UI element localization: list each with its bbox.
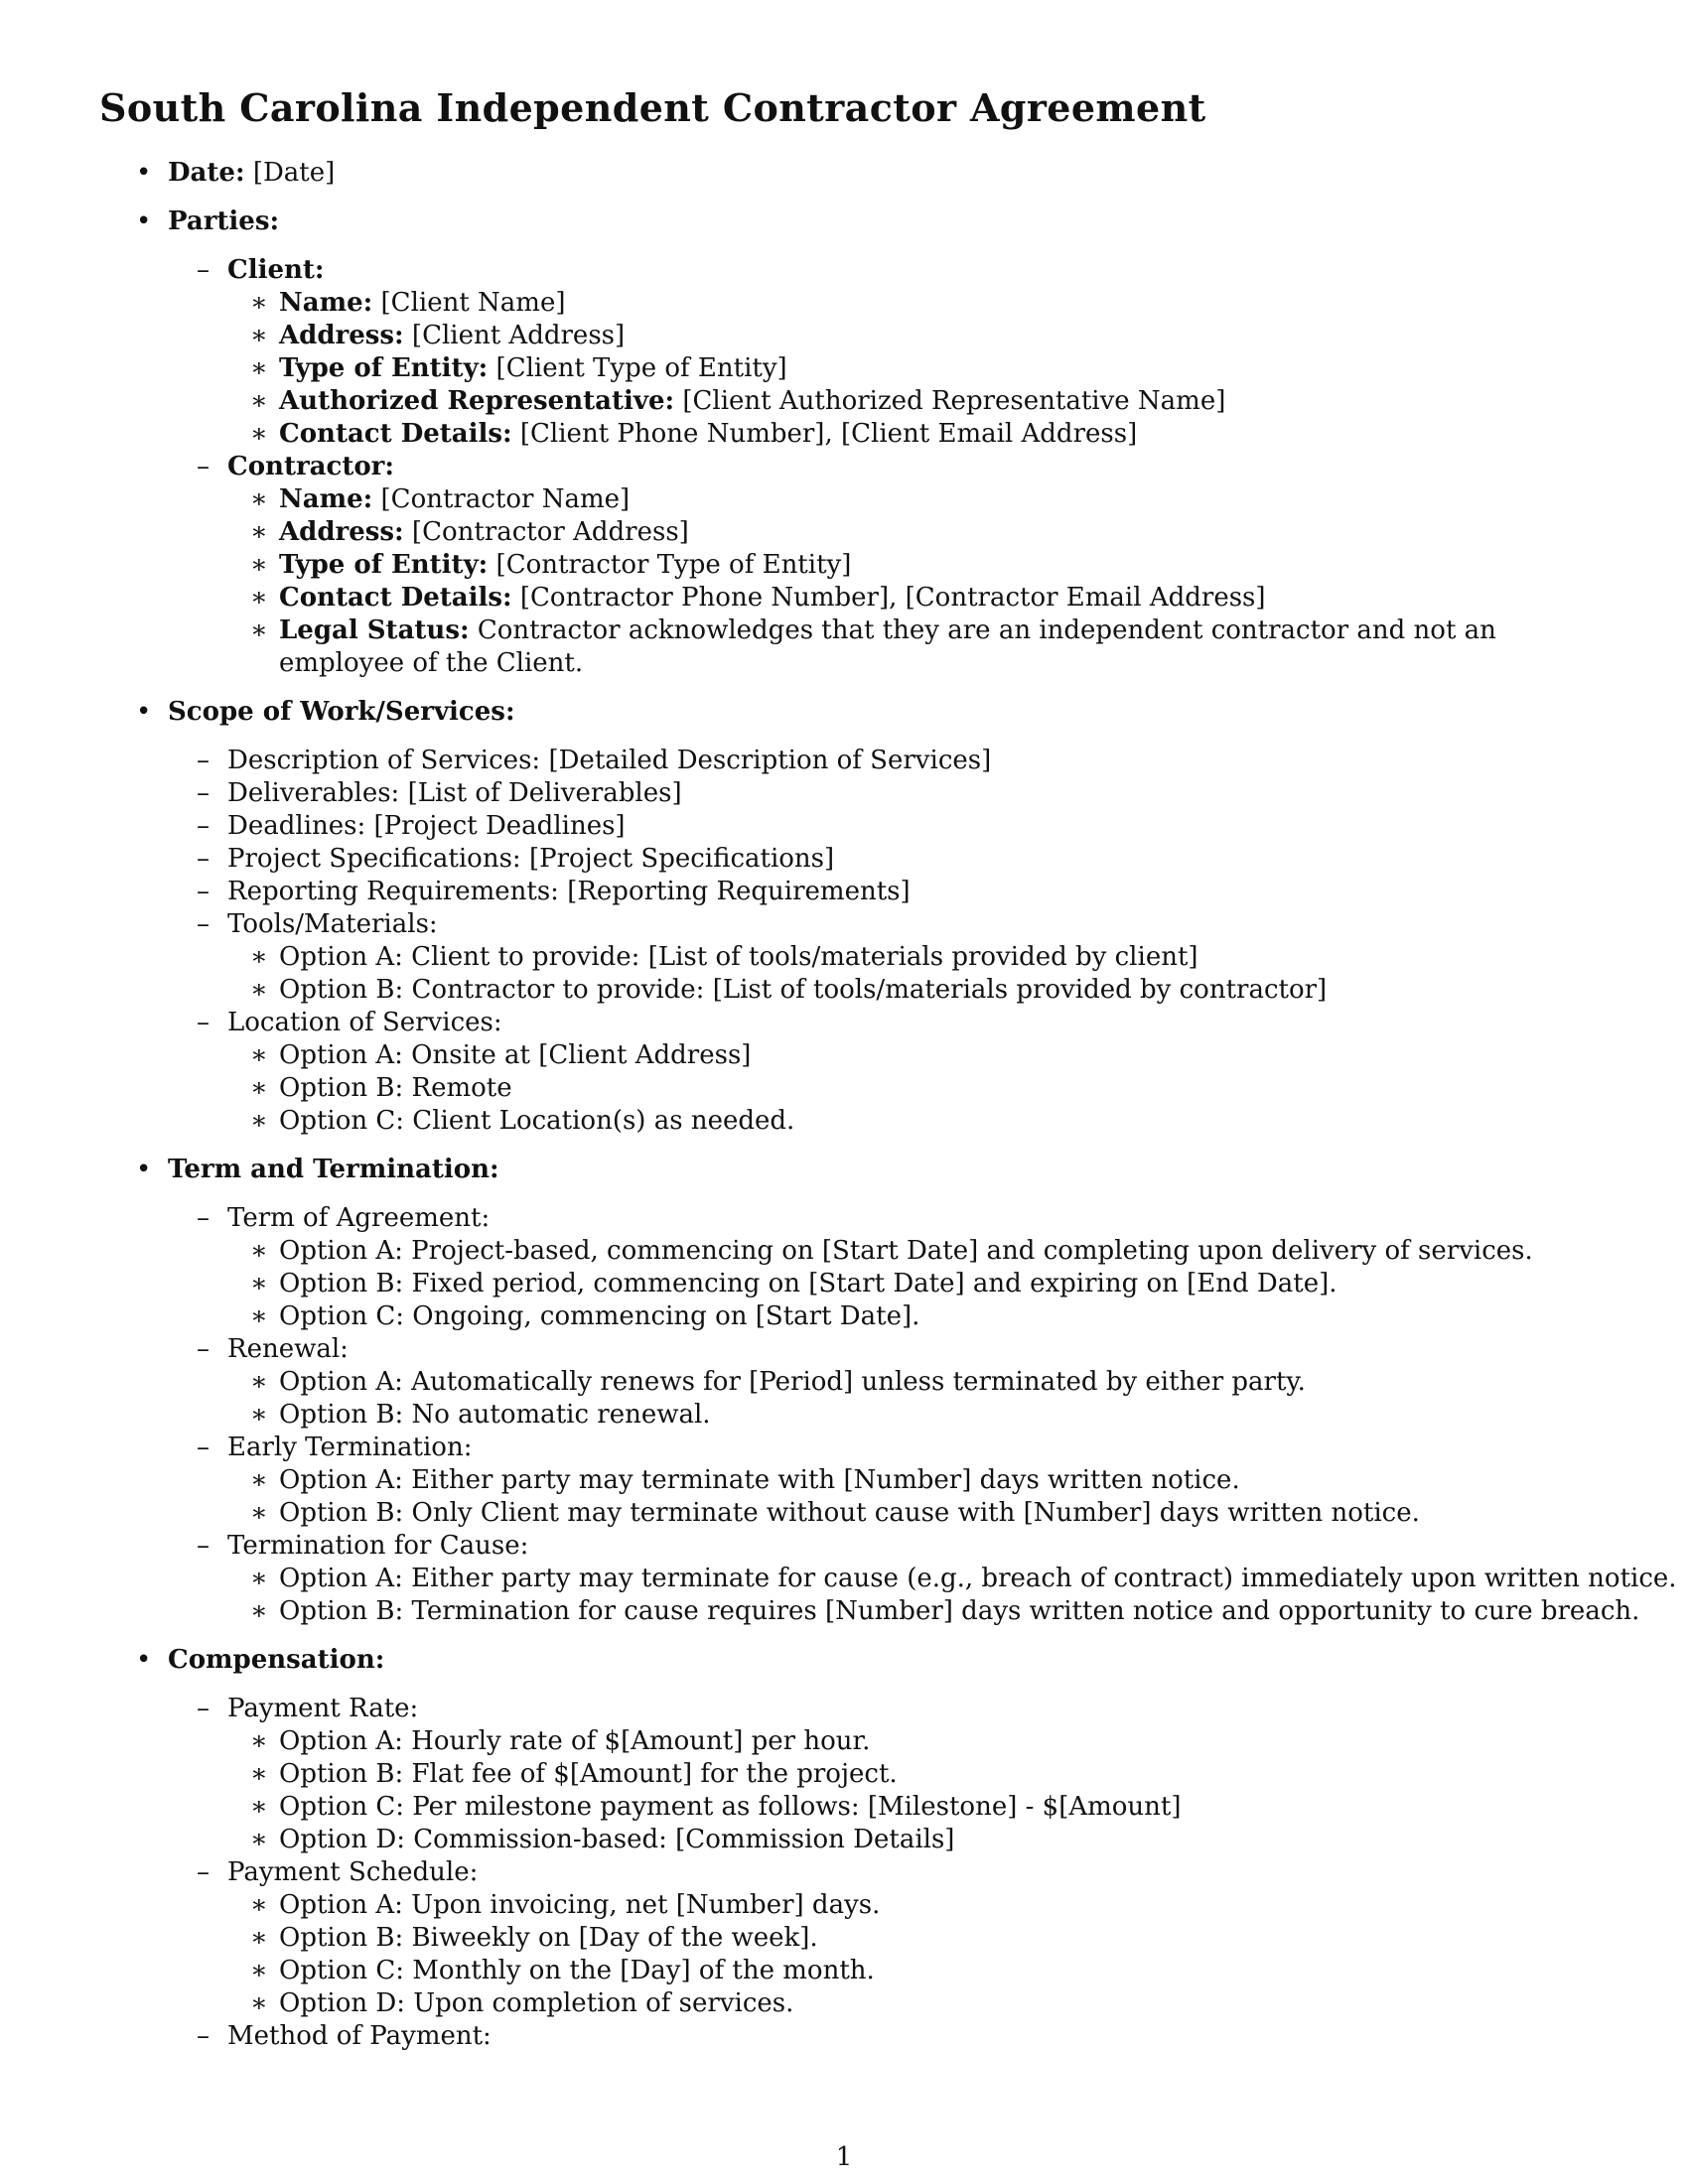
star-icon: ∗	[250, 288, 268, 318]
star-icon: ∗	[250, 1465, 268, 1495]
star-icon: ∗	[250, 321, 268, 350]
star-icon: ∗	[250, 975, 268, 1005]
scope-heading: Scope of Work/Services:	[168, 697, 515, 727]
client-contact: ∗ Contact Details: [Client Phone Number], [Client Email Address]	[250, 419, 1138, 449]
section-scope	[0, 696, 1688, 729]
star-icon: ∗	[250, 517, 268, 547]
star-icon: ∗	[250, 1792, 268, 1822]
contractor-entity: ∗ Type of Entity: [Contractor Type of Entity]	[250, 550, 852, 580]
star-icon: ∗	[250, 1236, 268, 1266]
scope-tools: – Tools/Materials:	[197, 909, 438, 939]
list-item: ∗ Option A: Either party may terminate for cause (e.g., breach of contract) immediately upon written notice.	[250, 1564, 1677, 1593]
dash-icon: –	[197, 1531, 210, 1561]
star-icon: ∗	[250, 1073, 268, 1103]
contractor-contact: ∗ Contact Details: [Contractor Phone Number], [Contractor Email Address]	[250, 583, 1266, 613]
star-icon: ∗	[250, 1106, 268, 1136]
list-item: ∗ Option A: Client to provide: [List of tools/materials provided by client]	[250, 942, 1198, 972]
star-icon: ∗	[250, 1726, 268, 1756]
term-renewal: – Renewal:	[197, 1334, 349, 1364]
term-list	[0, 1202, 1688, 1628]
list-item: ∗ Option B: Biweekly on [Day of the week].	[250, 1923, 818, 1953]
bullet-icon: •	[136, 206, 152, 236]
star-icon: ∗	[250, 1596, 268, 1626]
dash-icon: –	[197, 909, 210, 939]
client-address: ∗ Address: [Client Address]	[250, 321, 626, 350]
list-item: ∗ Option A: Automatically renews for [Period] unless terminated by either party.	[250, 1367, 1306, 1397]
list-item: ∗ Option C: Per milestone payment as follows: [Milestone] - $[Amount]	[250, 1792, 1182, 1822]
star-icon: ∗	[250, 1269, 268, 1298]
scope-description: – Description of Services: [Detailed Description of Services]	[197, 746, 992, 775]
compensation-heading: Compensation:	[168, 1645, 385, 1675]
parties-heading: Parties:	[168, 206, 280, 236]
list-item: ∗ Option B: Contractor to provide: [List of tools/materials provided by contractor]	[250, 975, 1328, 1005]
contractor-name: ∗ Name: [Contractor Name]	[250, 484, 631, 514]
star-icon: ∗	[250, 1400, 268, 1430]
scope-location: – Location of Services:	[197, 1008, 502, 1037]
term-agreement: – Term of Agreement:	[197, 1203, 491, 1233]
scope-deadlines: – Deadlines: [Project Deadlines]	[197, 811, 626, 841]
dash-icon: –	[197, 452, 210, 481]
contractor-address: ∗ Address: [Contractor Address]	[250, 517, 689, 547]
star-icon: ∗	[250, 1890, 268, 1920]
payment-rate: – Payment Rate:	[197, 1694, 419, 1723]
star-icon: ∗	[250, 583, 268, 613]
scope-specifications: – Project Specifications: [Project Specifications]	[197, 844, 835, 874]
list-item: ∗ Option C: Ongoing, commencing on [Start Date].	[250, 1301, 920, 1331]
date-value: [Date]	[252, 158, 336, 188]
bullet-icon: •	[136, 1155, 152, 1184]
scope-list	[0, 745, 1688, 1138]
page-number: 1	[835, 2142, 853, 2172]
date-label: Date:	[168, 158, 245, 188]
star-icon: ∗	[250, 1923, 268, 1953]
dash-icon: –	[197, 811, 210, 841]
star-icon: ∗	[250, 550, 268, 580]
star-icon: ∗	[250, 1040, 268, 1070]
list-item: ∗ Option B: No automatic renewal.	[250, 1400, 711, 1430]
client-name: ∗ Name: [Client Name]	[250, 288, 566, 318]
list-item: ∗ Option D: Commission-based: [Commission Details]	[250, 1825, 955, 1854]
star-icon: ∗	[250, 1956, 268, 1985]
dash-icon: –	[197, 778, 210, 808]
star-icon: ∗	[250, 1825, 268, 1854]
section-parties	[0, 205, 1688, 238]
list-item: ∗ Option C: Client Location(s) as needed.	[250, 1106, 795, 1136]
compensation-list	[0, 1693, 1688, 2053]
bullet-icon: •	[136, 697, 152, 727]
list-item: ∗ Option A: Hourly rate of $[Amount] per hour.	[250, 1726, 871, 1756]
star-icon: ∗	[250, 419, 268, 449]
star-icon: ∗	[250, 1498, 268, 1528]
contractor-heading: – Contractor:	[197, 452, 394, 481]
star-icon: ∗	[250, 386, 268, 416]
dash-icon: –	[197, 1857, 210, 1887]
term-heading: Term and Termination:	[168, 1155, 499, 1184]
list-item: ∗ Option B: Only Client may terminate without cause with [Number] days written notice.	[250, 1498, 1420, 1528]
dash-icon: –	[197, 1008, 210, 1037]
list-item: ∗ Option D: Upon completion of services.	[250, 1988, 794, 2018]
client-heading: – Client:	[197, 255, 325, 285]
term-early-termination: – Early Termination:	[197, 1433, 473, 1462]
document-title: South Carolina Independent Contractor Agreement	[99, 85, 1206, 130]
list-item: ∗ Option A: Upon invoicing, net [Number] days.	[250, 1890, 881, 1920]
star-icon: ∗	[250, 1564, 268, 1593]
list-item: ∗ Option A: Project-based, commencing on [Start Date] and completing upon delivery of services.	[250, 1236, 1533, 1266]
dash-icon: –	[197, 1334, 210, 1364]
dash-icon: –	[197, 746, 210, 775]
star-icon: ∗	[250, 353, 268, 383]
parties-list	[0, 254, 1688, 680]
contractor-legal-status: ∗ Legal Status: Contractor acknowledges that they are an independent contractor and not an employee of the Client.	[250, 615, 1496, 678]
list-item: ∗ Option A: Onsite at [Client Address]	[250, 1040, 752, 1070]
list-item: ∗ Option B: Fixed period, commencing on [Start Date] and expiring on [End Date].	[250, 1269, 1337, 1298]
payment-method: – Method of Payment:	[197, 2021, 492, 2051]
dash-icon: –	[197, 844, 210, 874]
star-icon: ∗	[250, 942, 268, 972]
document-body	[0, 157, 1688, 2053]
list-item: ∗ Option B: Remote	[250, 1073, 512, 1103]
star-icon: ∗	[250, 484, 268, 514]
client-entity: ∗ Type of Entity: [Client Type of Entity]	[250, 353, 787, 383]
dash-icon: –	[197, 2021, 210, 2051]
dash-icon: –	[197, 1203, 210, 1233]
list-item: ∗ Option B: Flat fee of $[Amount] for the project.	[250, 1759, 898, 1789]
star-icon: ∗	[250, 1759, 268, 1789]
scope-reporting: – Reporting Requirements: [Reporting Requirements]	[197, 877, 911, 906]
section-compensation	[0, 1644, 1688, 1677]
scope-deliverables: – Deliverables: [List of Deliverables]	[197, 778, 682, 808]
list-item: ∗ Option A: Either party may terminate with [Number] days written notice.	[250, 1465, 1240, 1495]
term-for-cause: – Termination for Cause:	[197, 1531, 529, 1561]
dash-icon: –	[197, 877, 210, 906]
star-icon: ∗	[250, 615, 268, 645]
list-item: ∗ Option B: Termination for cause requires [Number] days written notice and opportunity to cure breach.	[250, 1596, 1640, 1626]
star-icon: ∗	[250, 1988, 268, 2018]
payment-schedule: – Payment Schedule:	[197, 1857, 479, 1887]
star-icon: ∗	[250, 1301, 268, 1331]
list-item: ∗ Option C: Monthly on the [Day] of the month.	[250, 1956, 875, 1985]
bullet-icon: •	[136, 1645, 152, 1675]
bullet-icon: •	[136, 158, 152, 188]
dash-icon: –	[197, 1694, 210, 1723]
section-date	[0, 157, 1688, 190]
star-icon: ∗	[250, 1367, 268, 1397]
dash-icon: –	[197, 255, 210, 285]
dash-icon: –	[197, 1433, 210, 1462]
section-term	[0, 1154, 1688, 1186]
client-representative: ∗ Authorized Representative: [Client Authorized Representative Name]	[250, 386, 1226, 416]
